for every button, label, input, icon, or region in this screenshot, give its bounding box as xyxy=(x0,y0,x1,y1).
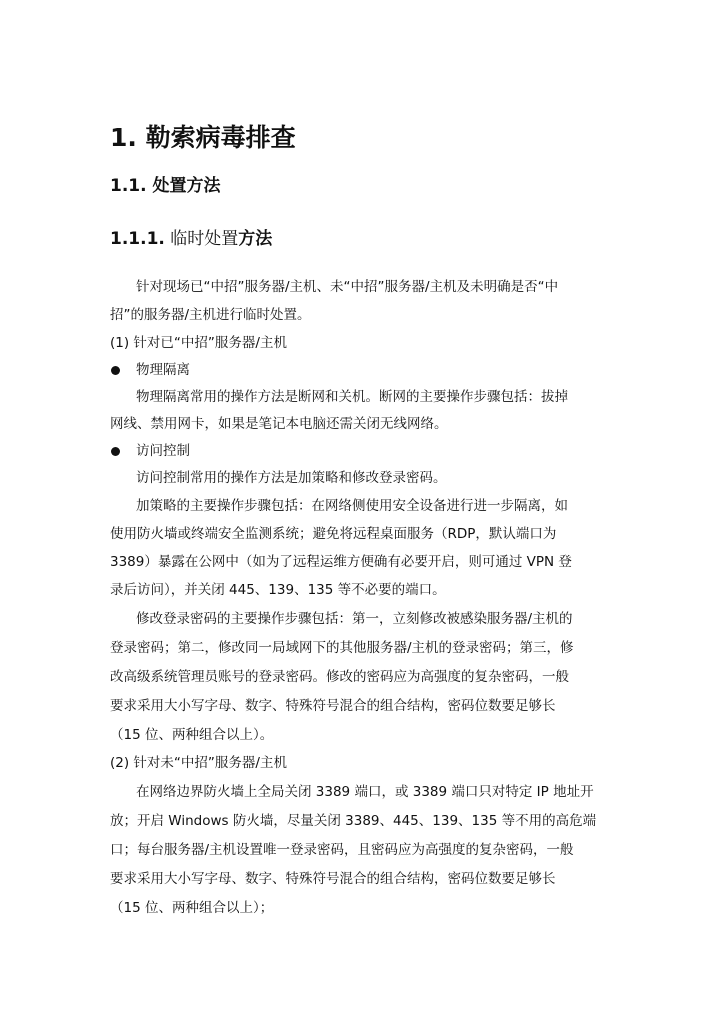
numbered-item: (2) 针对未“中招”服务器/主机 xyxy=(110,755,287,771)
heading-3-text-a: 临时处置 xyxy=(170,229,239,249)
paragraph-line: 使用防火墙或终端安全监测系统；避免将远程桌面服务（RDP，默认端口为 xyxy=(110,526,557,542)
paragraph-line: 录后访问），并关闭 445、139、135 等不必要的端口。 xyxy=(110,582,446,598)
paragraph-line: 要求采用大小写字母、数字、特殊符号混合的组合结构，密码位数要足够长 xyxy=(110,871,556,887)
paragraph-line: （15 位、两种组合以上）； xyxy=(110,900,274,916)
bullet-item: 访问控制 xyxy=(136,443,190,459)
paragraph-line: 放；开启 Windows 防火墙，尽量关闭 3389、445、139、135 等不用的高危端 xyxy=(110,813,597,829)
bullet-item: 物理隔离 xyxy=(136,362,190,378)
numbered-item: (1) 针对已“中招”服务器/主机 xyxy=(110,335,287,351)
bullet-icon xyxy=(111,366,120,375)
paragraph-line: 加策略的主要操作步骤包括：在网络侧使用安全设备进行进一步隔离，如 xyxy=(136,498,568,514)
paragraph-line: 修改登录密码的主要操作步骤包括：第一，立刻修改被感染服务器/主机的 xyxy=(136,611,573,627)
paragraph-line: 要求采用大小写字母、数字、特殊符号混合的组合结构，密码位数要足够长 xyxy=(110,698,556,714)
heading-3-number: 1.1.1. xyxy=(110,229,165,249)
paragraph-line: 登录密码；第二，修改同一局域网下的其他服务器/主机的登录密码；第三，修 xyxy=(110,640,574,656)
paragraph-line: （15 位、两种组合以上）。 xyxy=(110,727,274,743)
paragraph-line: 3389）暴露在公网中（如为了远程运维方便确有必要开启，则可通过 VPN 登 xyxy=(110,554,572,570)
paragraph-line: 物理隔离常用的操作方法是断网和关机。断网的主要操作步骤包括：拔掉 xyxy=(136,389,568,405)
paragraph-line: 口；每台服务器/主机设置唯一登录密码，且密码应为高强度的复杂密码，一般 xyxy=(110,842,574,858)
heading-1: 1. 勒索病毒排查 xyxy=(110,123,296,152)
bullet-icon xyxy=(111,447,120,456)
paragraph-line: 改高级系统管理员账号的登录密码。修改的密码应为高强度的复杂密码，一般 xyxy=(110,669,569,685)
paragraph-line: 招”的服务器/主机进行临时处置。 xyxy=(110,307,311,323)
paragraph-line: 针对现场已“中招”服务器/主机、未“中招”服务器/主机及未明确是否“中 xyxy=(136,279,559,295)
heading-3-text-b: 方法 xyxy=(238,229,273,249)
heading-2: 1.1. 处置方法 xyxy=(110,176,221,196)
paragraph-line: 在网络边界防火墙上全局关闭 3389 端口，或 3389 端口只对特定 IP 地址开 xyxy=(136,784,594,800)
paragraph-line: 访问控制常用的操作方法是加策略和修改登录密码。 xyxy=(136,470,447,486)
heading-3 xyxy=(110,227,272,251)
paragraph-line: 网线、禁用网卡，如果是笔记本电脑还需关闭无线网络。 xyxy=(110,416,448,432)
